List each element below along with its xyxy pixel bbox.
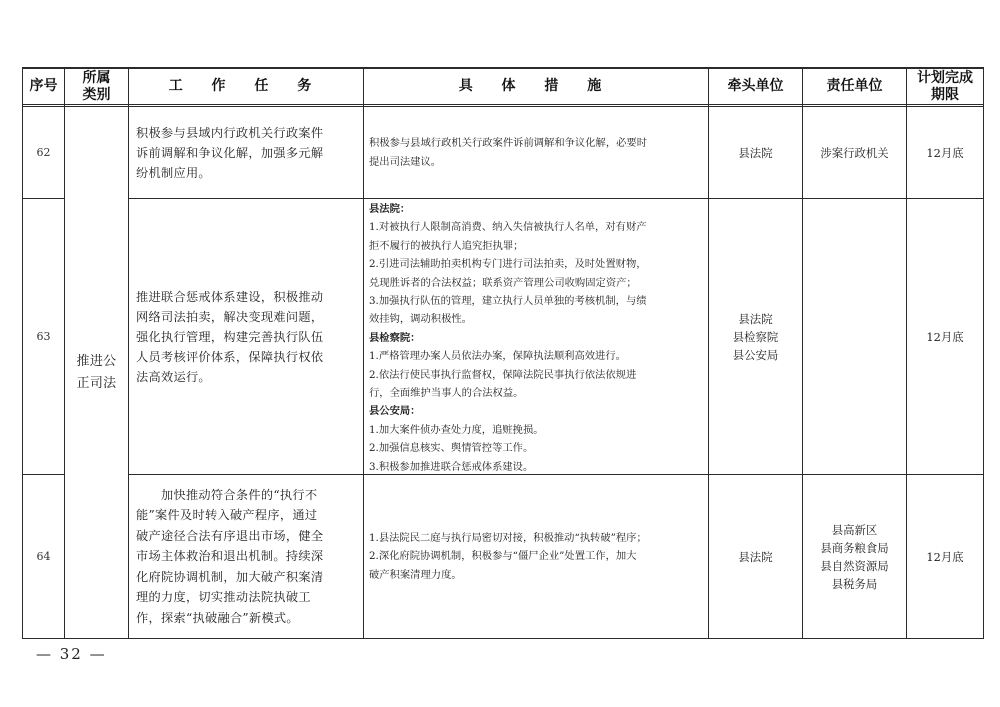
row-64-deadline: 12月底 — [926, 549, 964, 564]
measure-heading-police: 县公安局： — [369, 405, 421, 418]
row-62-task: 积极参与县域内行政机关行政案件 诉前调解和争议化解，加强多元解 纷机制应用。 — [136, 125, 324, 180]
header-category: 所属 类别 — [82, 69, 111, 103]
header-responsible-unit: 责任单位 — [826, 78, 883, 94]
row-62-seq: 62 — [36, 146, 51, 159]
row-62-responsible-unit: 涉案行政机关 — [820, 145, 889, 160]
row-63-deadline: 12月底 — [926, 329, 964, 344]
measure-heading-procuratorate: 县检察院： — [369, 331, 421, 344]
header-measures: 具 体 措 施 — [458, 78, 614, 94]
row-64-task: 加快推动符合条件的“执行不 能”案件及时转入破产程序，通过 破产途径合法有序退出市场，健全 市场主体救治和退出机制。持续深 化府院协调机制，加大破产积案清 理的力度，切实推动法院执破工 作，探索“执破融合”新模式。 — [136, 487, 324, 625]
measure-heading-court: 县法院： — [369, 203, 411, 215]
header-seq: 序号 — [29, 78, 58, 94]
header-task: 工 作 任 务 — [168, 78, 324, 94]
row-64-lead-unit: 县法院 — [738, 549, 773, 564]
row-64-responsible-unit: 县高新区 县商务粮食局 县自然资源局 县税务局 — [820, 522, 889, 591]
header-deadline: 计划完成 期限 — [917, 69, 973, 103]
row-63-measures: 县法院： 1.对被执行人限制高消费、纳入失信被执行人名单，对有财产 拒不履行的被执行人追究拒执罪； 2.引进司法辅助拍卖机构专门进行司法拍卖，及时处置财物， 兑现胜诉者的合法权益；联系资产管理公司收购固定资产； 3.加强执行队伍的管理，建立执行人员单独的考核机制，与绩 效挂钩，调动积极性。 县检察院： 1.严格管理办案人员依法办案，保障执法顺利高效进行。 2.依法行使民事执行监督权，保障法院民事执行依法依规进 行，全面维护当事人的合法权益。 县公安局： 1.加大案件侦办查处力度，追赃挽损。 2.加强信息核实、舆情管控等工作。 3.积极参加推进联合惩戒体系建设。 — [369, 199, 706, 474]
page-number: — 32 — — [36, 645, 107, 663]
header-lead-unit: 牵头单位 — [727, 78, 784, 94]
row-62-lead-unit: 县法院 — [738, 145, 773, 160]
category-cell: 推进公 正司法 — [76, 353, 117, 391]
row-62-deadline: 12月底 — [926, 145, 964, 160]
row-64-measures: 1.县法院民二庭与执行局密切对接，积极推动“执转破”程序； 2.深化府院协调机制，积极参与“僵尸企业”处置工作，加大 破产积案清理力度。 — [369, 531, 647, 581]
row-62-measures: 积极参与县域行政机关行政案件诉前调解和争议化解，必要时 提出司法建议。 — [369, 137, 648, 168]
row-63-responsible-unit — [803, 199, 906, 474]
row-63-seq: 63 — [36, 330, 51, 343]
row-64-seq: 64 — [36, 550, 51, 563]
row-63-lead-unit: 县法院 县检察院 县公安局 — [732, 311, 779, 362]
row-63-task: 推进联合惩戒体系建设，积极推动 网络司法拍卖，解决变现难问题， 强化执行管理，构建完善执行队伍 人员考核评价体系，保障执行权依 法高效运行。 — [136, 289, 324, 384]
